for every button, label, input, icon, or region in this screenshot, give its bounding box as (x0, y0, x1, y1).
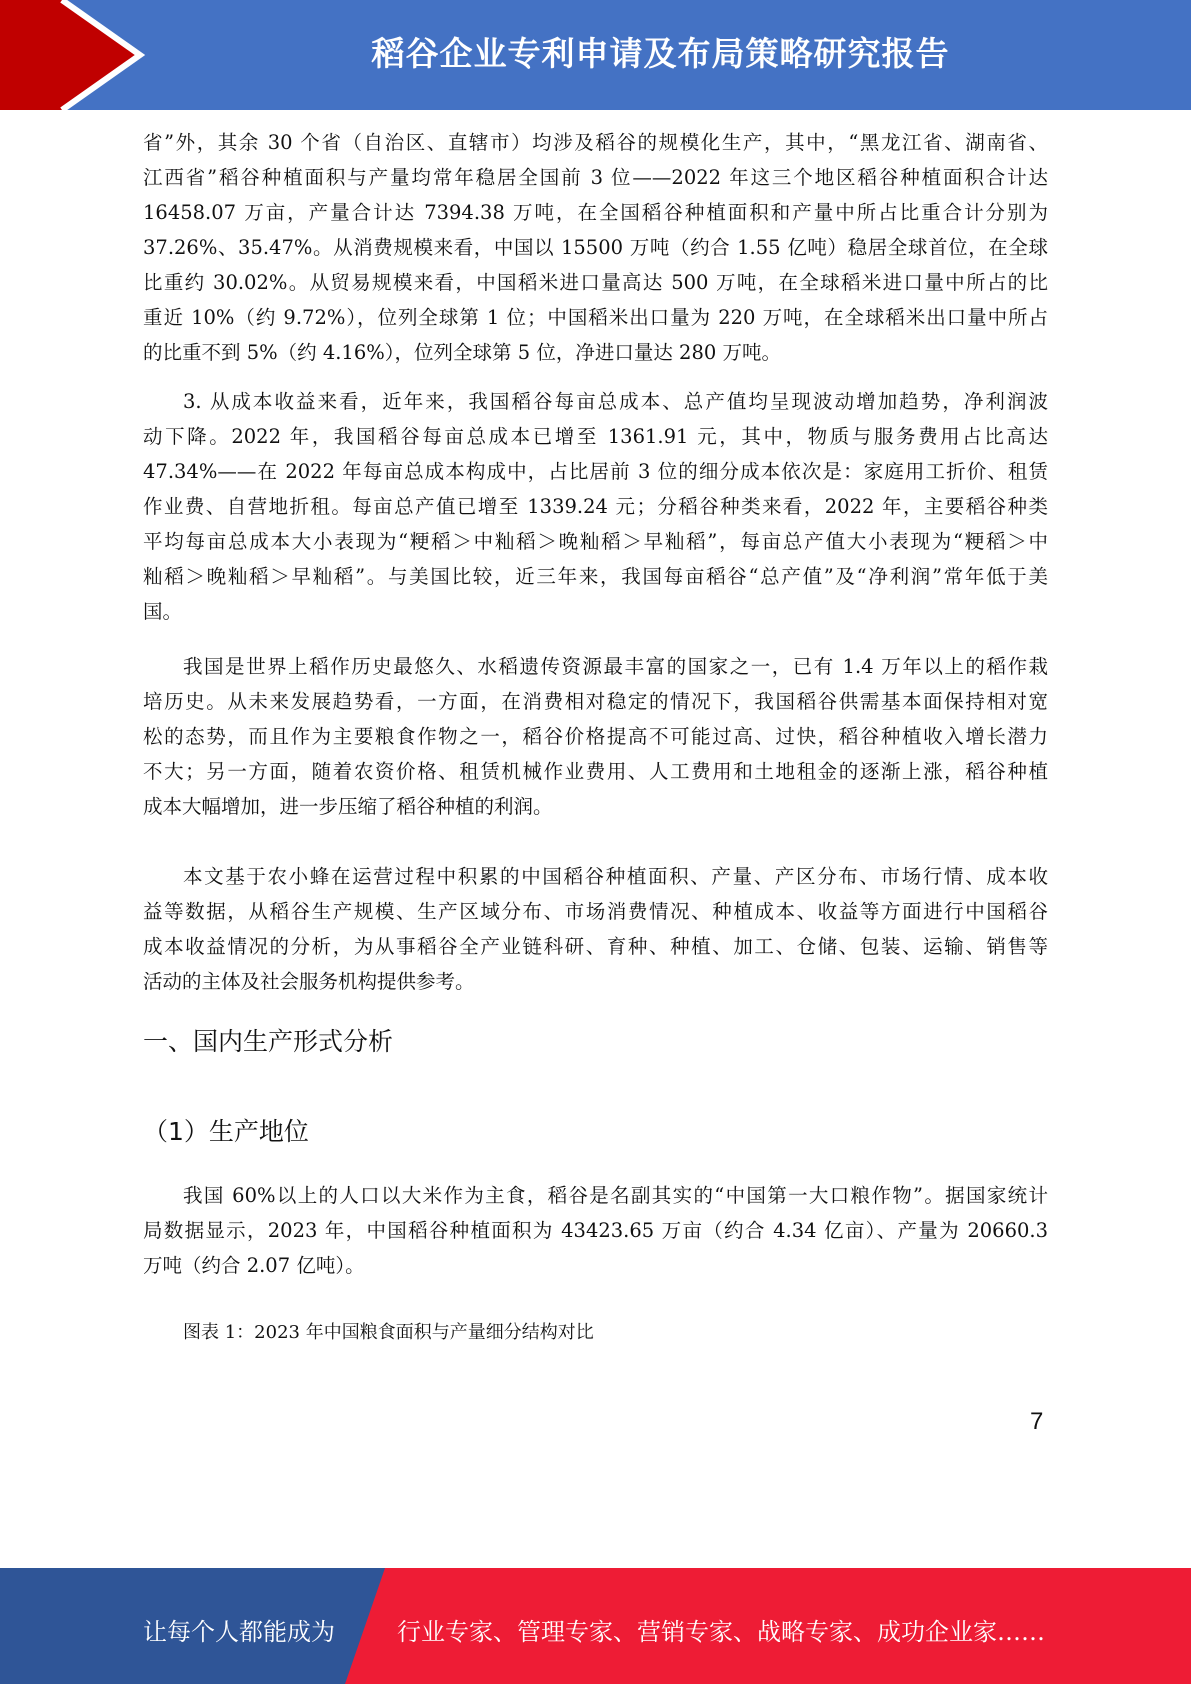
text-line: 37.26%、35.47%。从消费规模来看，中国以 15500 万吨（约合 1.55 亿吨）稳居全球首位，在全球 (143, 236, 1048, 259)
figure-caption: 图表 1：2023 年中国粮食面积与产量细分结构对比 (183, 1322, 594, 1343)
text-line: 重近 10%（约 9.72%），位列全球第 1 位；中国稻米出口量为 220 万吨，在全球稻米出口量中所占 (143, 306, 1048, 329)
text-line: 松的态势，而且作为主要粮食作物之一，稻谷价格提高不可能过高、过快，稻谷种植收入增长潜力 (143, 725, 1048, 748)
footer-slogan-left: 让每个人都能成为 (143, 1618, 335, 1646)
section-heading: 一、国内生产形式分析 (143, 1027, 394, 1056)
report-title: 稻谷企业专利申请及布局策略研究报告 (371, 34, 950, 73)
text-line: 的比重不到 5%（约 4.16%），位列全球第 5 位，净进口量达 280 万吨。 (143, 341, 781, 364)
subsection-heading: （1）生产地位 (143, 1117, 309, 1146)
text-line: 局数据显示，2023 年，中国稻谷种植面积为 43423.65 万亩（约合 4.34 亿亩）、产量为 20660.3 (143, 1219, 1048, 1242)
text-line: 作业费、自营地折租。每亩总产值已增至 1339.24 元；分稻谷种类来看，2022 年，主要稻谷种类 (143, 495, 1048, 518)
text-line: 平均每亩总成本大小表现为“粳稻＞中籼稻＞晚籼稻＞早籼稻”，每亩总产值大小表现为“粳稻＞中 (143, 530, 1048, 553)
body-paragraph (143, 649, 1048, 824)
text-line: 培历史。从未来发展趋势看，一方面，在消费相对稳定的情况下，我国稻谷供需基本面保持相对宽 (143, 690, 1048, 713)
text-line: 我国是世界上稻作历史最悠久、水稻遗传资源最丰富的国家之一，已有 1.4 万年以上的稻作栽 (183, 655, 1048, 678)
paragraph-production-status (143, 1178, 1048, 1283)
text-line: 不大；另一方面，随着农资价格、租赁机械作业费用、人工费用和土地租金的逐渐上涨，稻谷种植 (143, 760, 1048, 783)
text-line: 益等数据，从稻谷生产规模、生产区域分布、市场消费情况、种植成本、收益等方面进行中国稻谷 (143, 900, 1048, 923)
footer-slogan-right: 行业专家、管理专家、营销专家、战略专家、成功企业家…… (397, 1618, 1045, 1646)
page-footer (0, 1568, 1191, 1684)
text-line: 比重约 30.02%。从贸易规模来看，中国稻米进口量高达 500 万吨，在全球稻米进口量中所占的比 (143, 271, 1048, 294)
text-line: 成本大幅增加，进一步压缩了稻谷种植的利润。 (143, 795, 553, 818)
text-line: 我国 60%以上的人口以大米作为主食，稻谷是名副其实的“中国第一大口粮作物”。据国家统计 (183, 1184, 1048, 1207)
text-line: 成本收益情况的分析，为从事稻谷全产业链科研、育种、种植、加工、仓储、包装、运输、销售等 (143, 935, 1048, 958)
text-line: 省”外，其余 30 个省（自治区、直辖市）均涉及稻谷的规模化生产，其中，“黑龙江省、湖南省、 (143, 131, 1048, 154)
body-paragraph (143, 859, 1048, 999)
body-paragraph (143, 125, 1048, 370)
page-number: 7 (1030, 1408, 1044, 1435)
text-line: 47.34%——在 2022 年每亩总成本构成中，占比居前 3 位的细分成本依次是：家庭用工折价、租赁 (143, 460, 1048, 483)
body-paragraph (143, 384, 1048, 629)
text-line: 本文基于农小蜂在运营过程中积累的中国稻谷种植面积、产量、产区分布、市场行情、成本收 (183, 865, 1048, 888)
text-line: 籼稻＞晚籼稻＞早籼稻”。与美国比较，近三年来，我国每亩稻谷“总产值”及“净利润”常年低于美 (143, 565, 1048, 588)
text-line: 江西省”稻谷种植面积与产量均常年稳居全国前 3 位——2022 年这三个地区稻谷种植面积合计达 (143, 166, 1048, 189)
text-line: 3. 从成本收益来看，近年来，我国稻谷每亩总成本、总产值均呈现波动增加趋势，净利润波 (183, 390, 1048, 413)
text-line: 动下降。2022 年，我国稻谷每亩总成本已增至 1361.91 元，其中，物质与服务费用占比高达 (143, 425, 1048, 448)
text-line: 活动的主体及社会服务机构提供参考。 (143, 970, 475, 993)
text-line: 16458.07 万亩，产量合计达 7394.38 万吨，在全国稻谷种植面积和产量中所占比重合计分别为 (143, 201, 1048, 224)
page-header (0, 0, 1191, 110)
text-line: 国。 (143, 600, 183, 623)
text-line: 万吨（约合 2.07 亿吨）。 (143, 1254, 365, 1277)
